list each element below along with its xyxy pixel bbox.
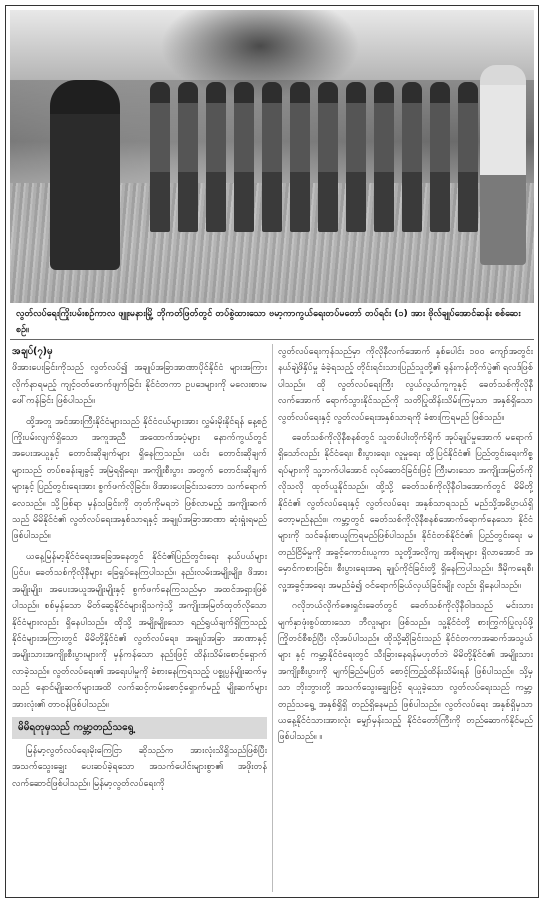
paragraph: ဖိအားပေးခြင်းကိုသည် လွတ်လပ်၍ အချုပ်အခြာအာဏာပိုင်နိုင်ငံ များအကြား လိုက်နာရမည့် ကျင့်ဝတ်ဖောက်ဖျက်ခြင်း နိုင်ငံတကာ ဥပဒေများကို မလေးစားမ ဖေါ်ကန်ခြင်း ဖြစ်ပါသည်။ bbox=[12, 363, 267, 407]
photo-soldier bbox=[402, 82, 422, 232]
section-subheading: မိမိရတုမှသည် ကမ္ဘာ့တည်သရွေ့ bbox=[12, 717, 267, 739]
photo-soldier bbox=[458, 82, 478, 232]
right-column bbox=[278, 344, 533, 750]
column-divider bbox=[272, 344, 273, 892]
left-column bbox=[12, 344, 267, 796]
photo-soldier bbox=[178, 82, 198, 232]
photo-soldier bbox=[290, 82, 310, 232]
paragraph: ဂလိုဘယ်လိုက်ဇေးရှင်းခေတ်တွင် ခေတ်သစ်ကိုလိုနီဝါဒသည် မင်းသားမျက်နှာဖုံးစွပ်ထားသော ဘီလူးများ ဖြစ်သည်။ သူ့နိုင်ငံတို့ စားကြွက်ပြုလုပ်ဖို့ ကြိုတင်စီစဉ်ပြီး လိုအပ်ပါသည်။ ထိုသို့ဆိုခြင်းသည် နိုင်ငံတကာအဆက်အသွယ်များ နှင့် ကမ္ဘာ့နိုင်ငံရေးတွင် သီးခြားနေရန်မဟုတ်ဘဲ မိမိတို့နိုင်ငံ၏ အမျိုးသားအကျိုးစီးပွားကို မျက်ခြည်မပြတ် စောင့်ကြည့်ထိန်းသိမ်းရန် ဖြစ်ပါသည်။ သို့မှသာ ဘိုးဘွားတို့ အသက်သွေးချွေးဖြင့် ရယူခဲ့သော လွတ်လပ်ရေးသည် ကမ္ဘာ့တည်သရွေ့ အနှစ်ရှိရှိ တည်ရှိနေမည် ဖြစ်ပါသည်။ လွတ်လပ်ရေး အနှစ်ရှိမှသာ ယနေ့နိုင်ငံသားအားလုံး မျှော်မှန်းသည့် နိုင်ငံတော်ကြီးကို တည်ဆောက်နိုင်မည် ဖြစ်ပါသည်။ ။ bbox=[278, 601, 533, 743]
paragraph: မြန်မာ့လွတ်လပ်ရေးမိုးကြေငြာ ဆိုသည်က အားလုံးသိရှိသည်ဖြစ်ပြီး အသက်သွေးချွေး ပေးဆပ်ခဲ့ရသော အသက်ပေါင်းများစွာ၏ အဖိုးတန် လက်ဆောင်ဖြစ်ပါသည်။ မြန်မာ့လွတ်လပ်ရေးကို bbox=[12, 745, 267, 789]
photo-figure-left bbox=[50, 80, 120, 270]
paragraph: ထို့အတူ အင်အားကြီးနိုင်ငံများသည် နိုင်ငံငယ်များအား လွှမ်းမိုးနိုင်ရန် နေ့စဉ်ကြိုးပမ်းလျက်ရှိသော အကူအညီ အထောက်အပံ့များ နောက်ကွယ်တွင် အပေးအယူနှင့် တောင်းဆိုချက်များ ရှိနေကြသည်။ ယင်း တောင်းဆိုချက်များသည် တပ်စခန်းချခွင့် အမြဲရရှိရေး၊ အကျိုးစီးပွား အတွက် တောင်းဆိုချက်များနှင့် ပြည်တွင်းရေးအား စွက်ဖက်လိုခြင်း၊ ဖိအားပေးခြင်းသဘော သက်ရောက်လေသည်။ သို့ဖြစ်ရာ မှန်သခြင်းကို တုတ်ကိုမရဘဲ ဖြစ်လာမည့် အကျိုးဆက်သည် မိမိနိုင်ငံ၏ လွတ်လပ်ရေးအနှစ်သာရနှင့် အချုပ်အခြာအာဏာ ဆုံးရှုံးရမည် ဖြစ်ပါသည်။ bbox=[12, 416, 267, 542]
photo-soldier bbox=[318, 82, 338, 232]
photo-figure-right bbox=[480, 65, 526, 265]
photo-soldier bbox=[346, 82, 366, 232]
paragraph: ယနေ့မြန်မာ့နိုင်ငံရေးအခြေအနေတွင် နိုင်ငံ၏ပြည်တွင်းရေး နယ်ပယ်များ ပြင်ပ၊ ခေတ်သစ်ကိုလိုနီများ ခြေရှုပ်နေကြပါသည်။ နည်းလမ်းအမျိုးမျိုး၊ ဖိအားအမျိုးမျိုး၊ အပေးအယူအမျိုးမျိုးနှင့် စွက်ဖက်နေကြသည်မှာ အထင်အရှားဖြစ်ပါသည်။ စစ်မှန်သော မိတ်ဆွေနိုင်ငံများရှိသကဲ့သို့ အကျိုးအမြတ်ထုတ်လိုသော နိုင်ငံများလည်း ရှိနေပါသည်။ ထိုသို့ အမျိုးမျိုးသော ရည်ရွယ်ချက်ရှိကြသည့် နိုင်ငံများအကြားတွင် မိမိတို့နိုင်ငံ၏ လွတ်လပ်ရေး၊ အချုပ်အခြာ အာဏာနှင့် အမျိုးသားအကျိုးစီးပွားများကို မှန်ကန်သော နည်းဖြင့် ထိန်းသိမ်းစောင့်ရှောက်လာခဲ့သည်။ လွတ်လပ်ရေး၏ အရေးပါမှုကို ခံစားနေကြရသည့် ပစ္စုပ္ပန်မျိုးဆက်မှသည် နောင်မျိုးဆက်များအထိ လက်ဆင့်ကမ်းစောင့်ရှောက်မည့် မျိုးဆက်များအားလုံး၏ တာဝန်ဖြစ်ပါသည်။ bbox=[12, 551, 267, 710]
continued-from-label: အချပ်(၇)မှ bbox=[12, 346, 53, 357]
photo-caption: လွတ်လပ်ရေးကြိုးပမ်းစဉ်ကာလ ဖျူးမနားမြို့ ဘိုကတ်ဖြတ်တွင် တပ်စွဲထားသော ဗမာ့ကာကွယ်ရေးတပ်မတော် တပ်ရင်း (၁) အား ဗိုလ်ချုပ်အောင်ဆန်း စစ်ဆေးစဉ်။ bbox=[10, 304, 534, 340]
paragraph: လွတ်လပ်ရေးကုန်သည်မှာ ကိုလိုနီလက်အောက် နှစ်ပေါင်း ၁၀၀ ကျော်အတွင်း နယ်ချဲ့ဖိနှိပ်မှု ခံခဲ့ရသည့် တိုင်းရင်းသားပြည်သူတို့၏ ရုန်းကန်တိုက်ပွဲ၏ ရလဒ်ဖြစ်ပါသည်။ ထို လွတ်လပ်ရေးကြီး လွယ်လွယ်ကူကူနှင့် ခေတ်သစ်ကိုလိုနီလက်အောက် ရောက်သွားနိုင်သည်ကို သတိပြုထိန်းသိမ်းကြမှသာ အနှစ်ရှိသော လွတ်လပ်ရေးနှင့် လွတ်လပ်ရေးအနှစ်သာရကို ခံစားကြရမည် ဖြစ်သည်။ bbox=[278, 347, 533, 423]
paragraph: ခေတ်သစ်ကိုလိုနီစနစ်တွင် သူတစ်ပါးတိုက်ရိုက် အုပ်ချုပ်မှုအောက် မရောက်ရှိသော်လည်း နိုင်ငံရေး၊ စီးပွားရေး၊ လူမှုရေး ထို့ပြင်နိုင်ငံ၏ ပြည်တွင်းရေးကိစ္စရပ်များကို သူ့ဘက်ပါအောင် လုပ်ဆောင်ခြင်းဖြင့် ကြီးမားသော အကျိုးအမြတ်ကို လိုသလို ထုတ်ယူနိုင်သည်။ ထို့သို့ ခေတ်သစ်ကိုလိုနီဝါဒအောက်တွင် မိမိတို့နိုင်ငံ၏ လွတ်လပ်ရေးနှင့် လွတ်လပ်ရေး အနှစ်သာရသည် မည်သို့အဓိပ္ပာယ်ရှိတော့မည်နည်း။ ကမ္ဘာ့တွင် ခေတ်သစ်ကိုလိုနီစနစ်အောက်ရောက်နေသော နိုင်ငံများကို သင်ခန်းစာယူကြရမည်ဖြစ်ပါသည်။ နိုင်ငံတစ်နိုင်ငံ၏ ပြည်တွင်းရေး မတည်ငြိမ်မှုကို အခွင့်ကောင်းယူကာ သူတို့အလိုကျ အစိုးရများ ရှိလာအောင် အမှောင်ကစားခြင်း၊ စီးပွားရေးအရ ချုပ်ကိုင်ခြင်းတို့ ရှိနေကြပါသည်။ ဒီမိုကရေစီ၊ လူ့အခွင့်အရေး အမည်ခံ၍ ဝင်ရောက်ခြယ်လှယ်ခြင်းမျိုး လည်း ရှိနေပါသည်။ bbox=[278, 433, 533, 591]
photo-soldier bbox=[430, 82, 450, 232]
photo-soldier bbox=[262, 82, 282, 232]
historical-photo bbox=[10, 10, 534, 303]
photo-soldier bbox=[234, 82, 254, 232]
photo-soldier bbox=[206, 82, 226, 232]
photo-soldier bbox=[374, 82, 394, 232]
photo-soldier bbox=[150, 82, 170, 232]
